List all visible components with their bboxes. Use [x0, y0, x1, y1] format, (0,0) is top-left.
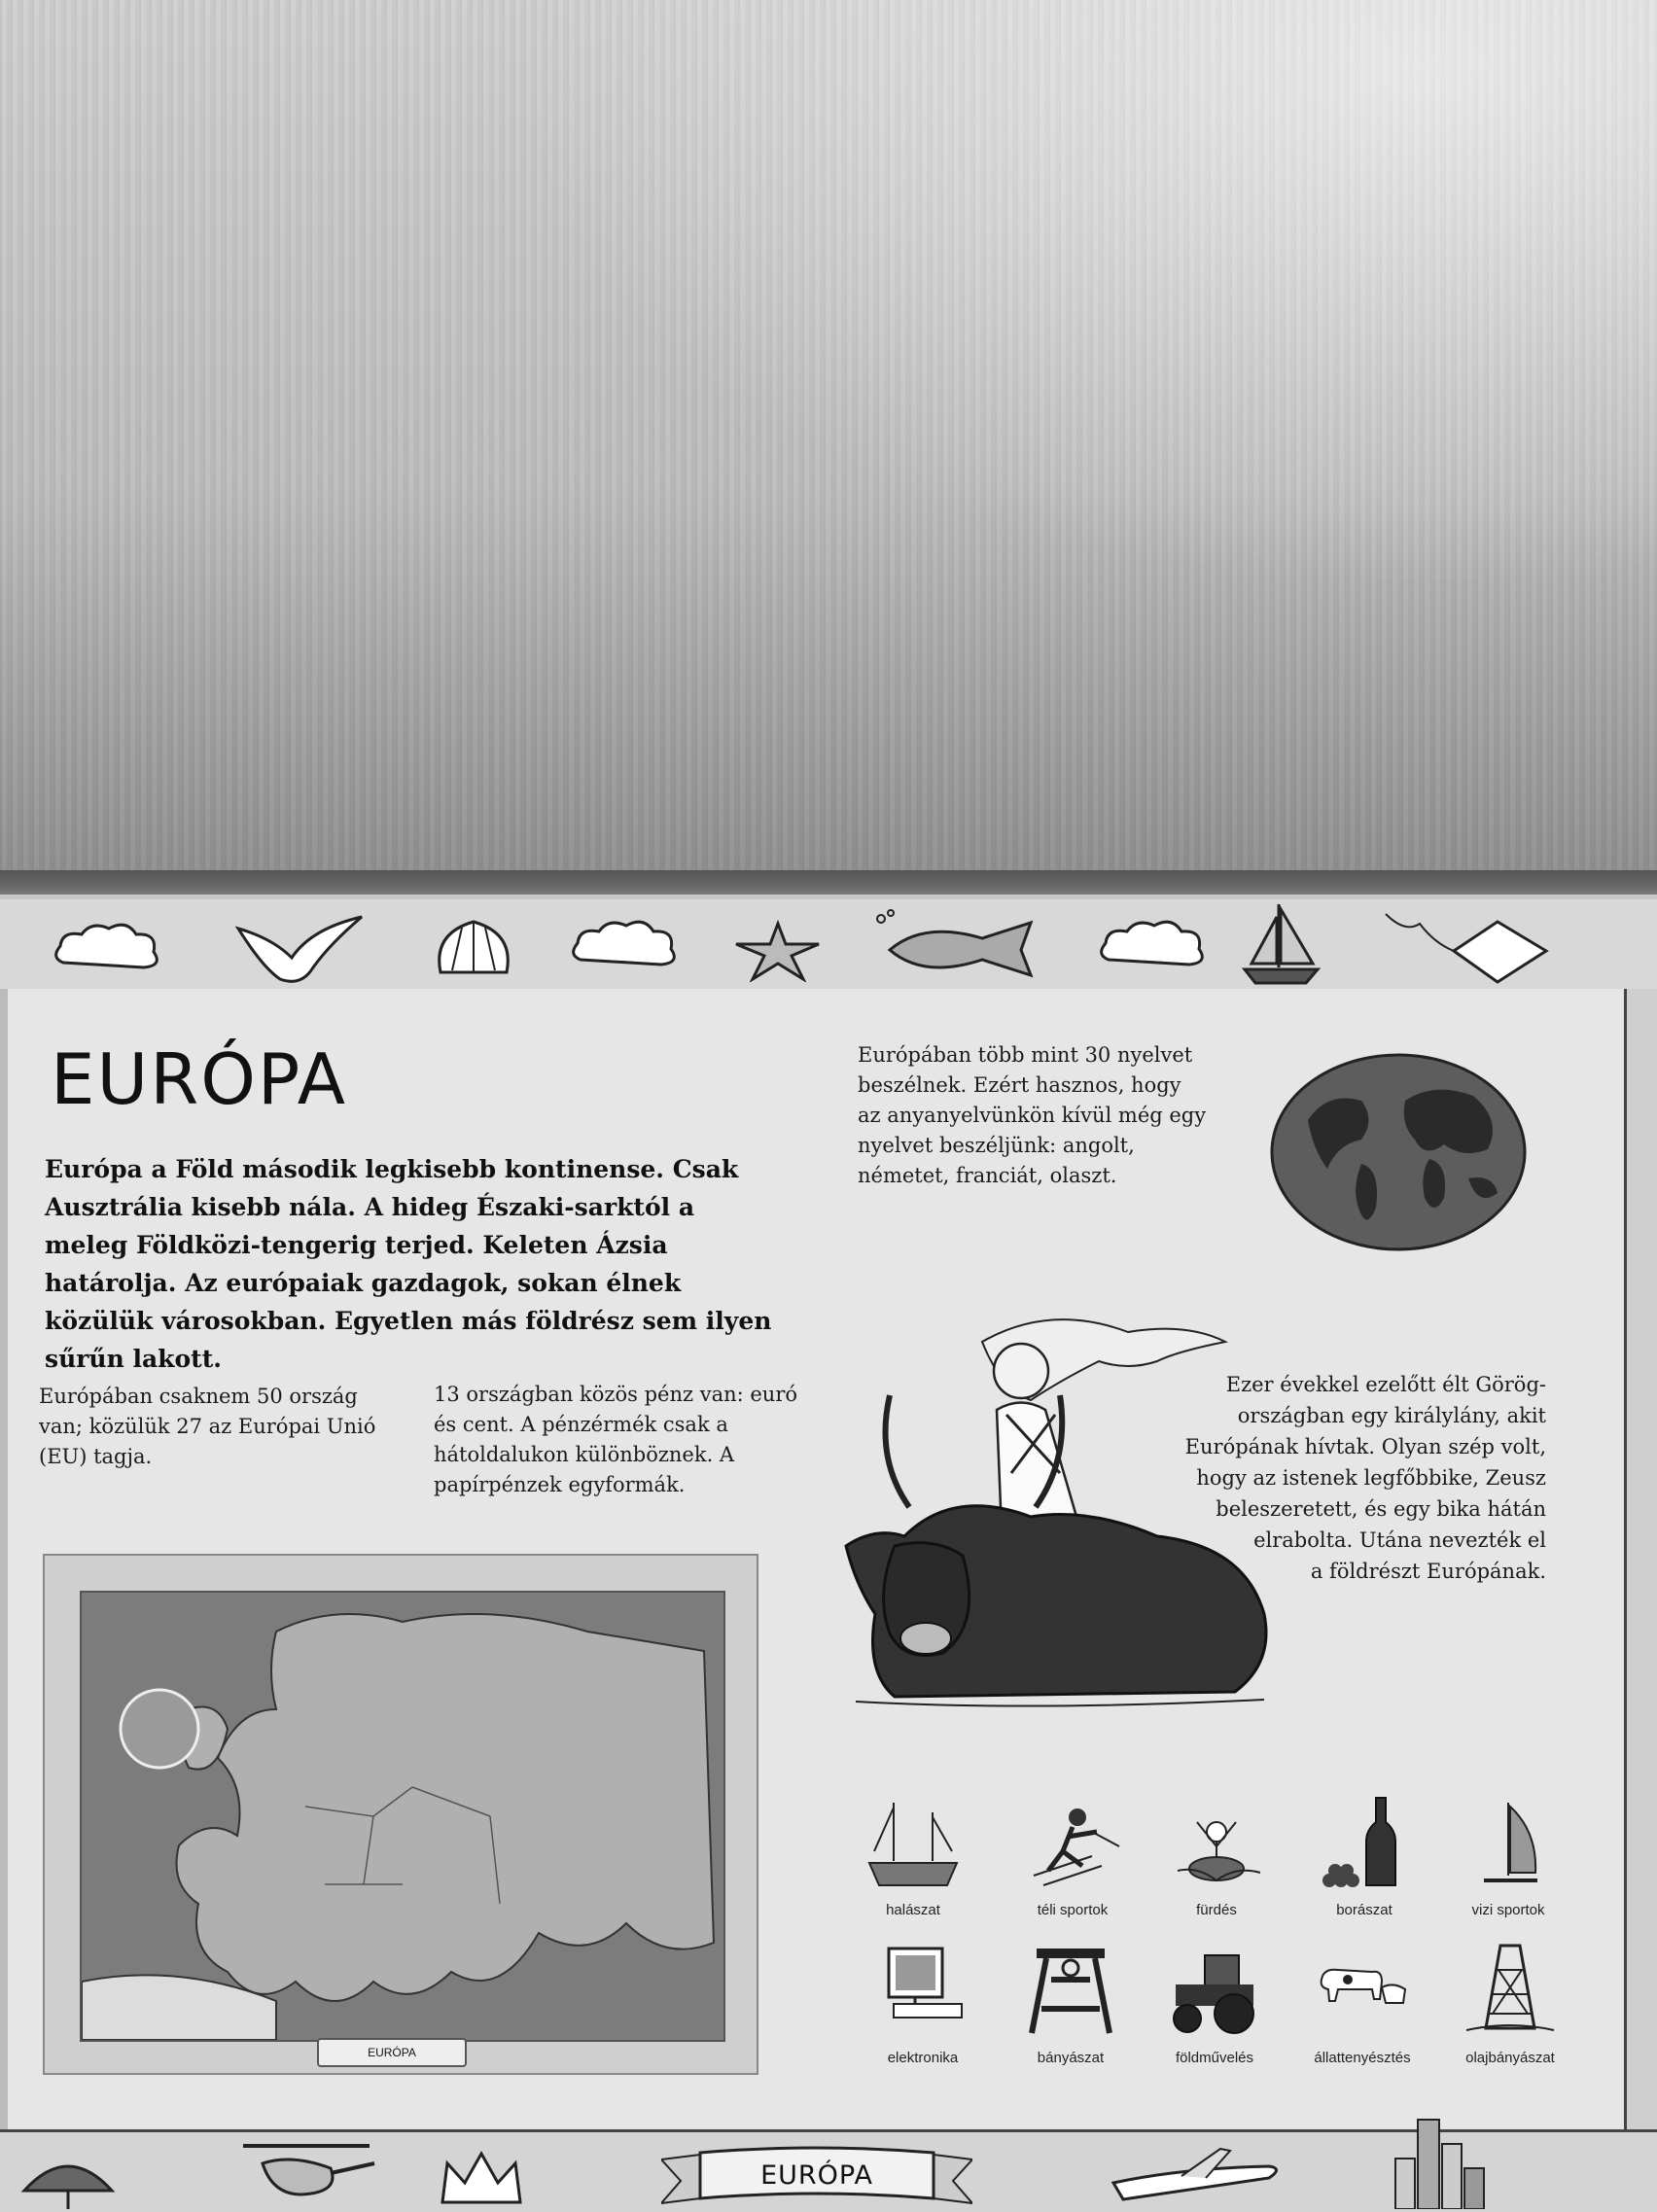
currency-fact: 13 országban közös pénz van: euró és cent. A pénzérmék csak a hátoldalukon különböznek. A papírpénzek egyformák.	[434, 1383, 798, 1496]
helicopter-icon	[224, 2134, 379, 2209]
activity-label: bányászat	[1037, 2050, 1105, 2066]
shell-icon	[433, 914, 515, 982]
wine-icon	[1316, 1793, 1413, 1895]
windsurf-icon	[1460, 1793, 1557, 1895]
map-area	[80, 1591, 725, 2042]
activity-label: olajbányászat	[1465, 2050, 1555, 2066]
myth-line: országban egy királylány, akit	[1237, 1404, 1546, 1427]
banner-label: EURÓPA	[760, 2160, 873, 2191]
seagull-icon	[233, 909, 370, 997]
myth-line: beleszeretett, és egy bika hátán	[1216, 1497, 1546, 1521]
umbrella-icon	[19, 2147, 117, 2209]
desk-background	[0, 0, 1657, 880]
starfish-icon	[731, 919, 824, 982]
right-decor-strip	[1624, 989, 1657, 2131]
map-label: EURÓPA	[317, 2038, 467, 2067]
sailboat-icon	[1240, 899, 1322, 987]
intro-paragraph: Európa a Föld második legkisebb kontinense. Csak Ausztrália kisebb nála. A hideg Északi-sarktól a meleg Földközi-tengerig terjed. Keleten Ázsia határolja. Az európaiak gazdagok, sokan élnek közülük városokban. Egyetlen más földrész sem ilyen sűrűn lakott.	[45, 1155, 772, 1373]
activity-agriculture	[1142, 1941, 1287, 2077]
activity-oil-extraction	[1437, 1941, 1583, 2077]
activity-winter-sports	[1000, 1793, 1146, 1929]
myth-line: Ezer évekkel ezelőtt élt Görög-	[1225, 1373, 1546, 1396]
skier-icon	[1024, 1793, 1121, 1895]
activity-label: téli sportok	[1037, 1902, 1109, 1918]
activity-winemaking	[1291, 1793, 1437, 1929]
activity-label: halászat	[886, 1902, 940, 1918]
activity-mining	[998, 1941, 1144, 2077]
page-title: EURÓPA	[51, 1038, 347, 1120]
europa-myth-text	[1118, 1369, 1546, 1587]
computer-icon	[874, 1941, 971, 2043]
crown-icon	[438, 2149, 525, 2207]
fishing-boat-icon	[864, 1793, 962, 1895]
languages-fact: Európában több mint 30 nyelvet beszélnek. Ezért hasznos, hogy az anyanyelvünkön kívül még egy nyelvet beszéljünk: angolt, németet, franciát, olaszt.	[858, 1043, 1207, 1187]
activity-label: földművelés	[1175, 2050, 1254, 2066]
activity-label: állattenyésztés	[1314, 2050, 1411, 2066]
cloud-icon	[49, 919, 165, 977]
cloud-icon	[566, 916, 683, 974]
countries-fact: Európában csaknem 50 ország van; közülük 27 az Európai Unió (EU) tagja.	[39, 1385, 376, 1468]
globe-icon	[1269, 1052, 1528, 1252]
activity-fishing	[840, 1793, 986, 1929]
myth-line: hogy az istenek legfőbbike, Zeusz	[1196, 1466, 1546, 1490]
activity-livestock	[1289, 1941, 1435, 2077]
activity-label: vizi sportok	[1471, 1902, 1545, 1918]
cloud-icon	[1094, 916, 1211, 974]
myth-line: Európának hívtak. Olyan szép volt,	[1184, 1435, 1546, 1458]
mine-tower-icon	[1022, 1941, 1119, 2043]
swimmer-icon	[1168, 1793, 1265, 1895]
cattle-icon	[1314, 1941, 1411, 2043]
oil-rig-icon	[1462, 1941, 1559, 2043]
fish-icon	[875, 909, 1040, 982]
myth-line: elrabolta. Utána nevezték el	[1253, 1528, 1546, 1552]
activity-label: elektronika	[887, 2050, 959, 2066]
city-skyline-icon	[1391, 2100, 1488, 2209]
activity-water-sports	[1435, 1793, 1581, 1929]
airplane-icon	[1104, 2139, 1288, 2207]
bottom-banner	[661, 2145, 972, 2205]
activity-bathing	[1144, 1793, 1289, 1929]
activity-label: borászat	[1336, 1902, 1393, 1918]
left-decor-strip	[0, 989, 8, 2131]
europe-map-thumbnail	[43, 1554, 758, 2075]
activity-label: fürdés	[1196, 1902, 1237, 1918]
tractor-icon	[1166, 1941, 1263, 2043]
europe-map-icon	[82, 1593, 723, 2040]
activity-electronics	[850, 1941, 996, 2077]
kite-icon	[1376, 904, 1551, 987]
myth-line: a földrészt Európának.	[1310, 1560, 1546, 1583]
